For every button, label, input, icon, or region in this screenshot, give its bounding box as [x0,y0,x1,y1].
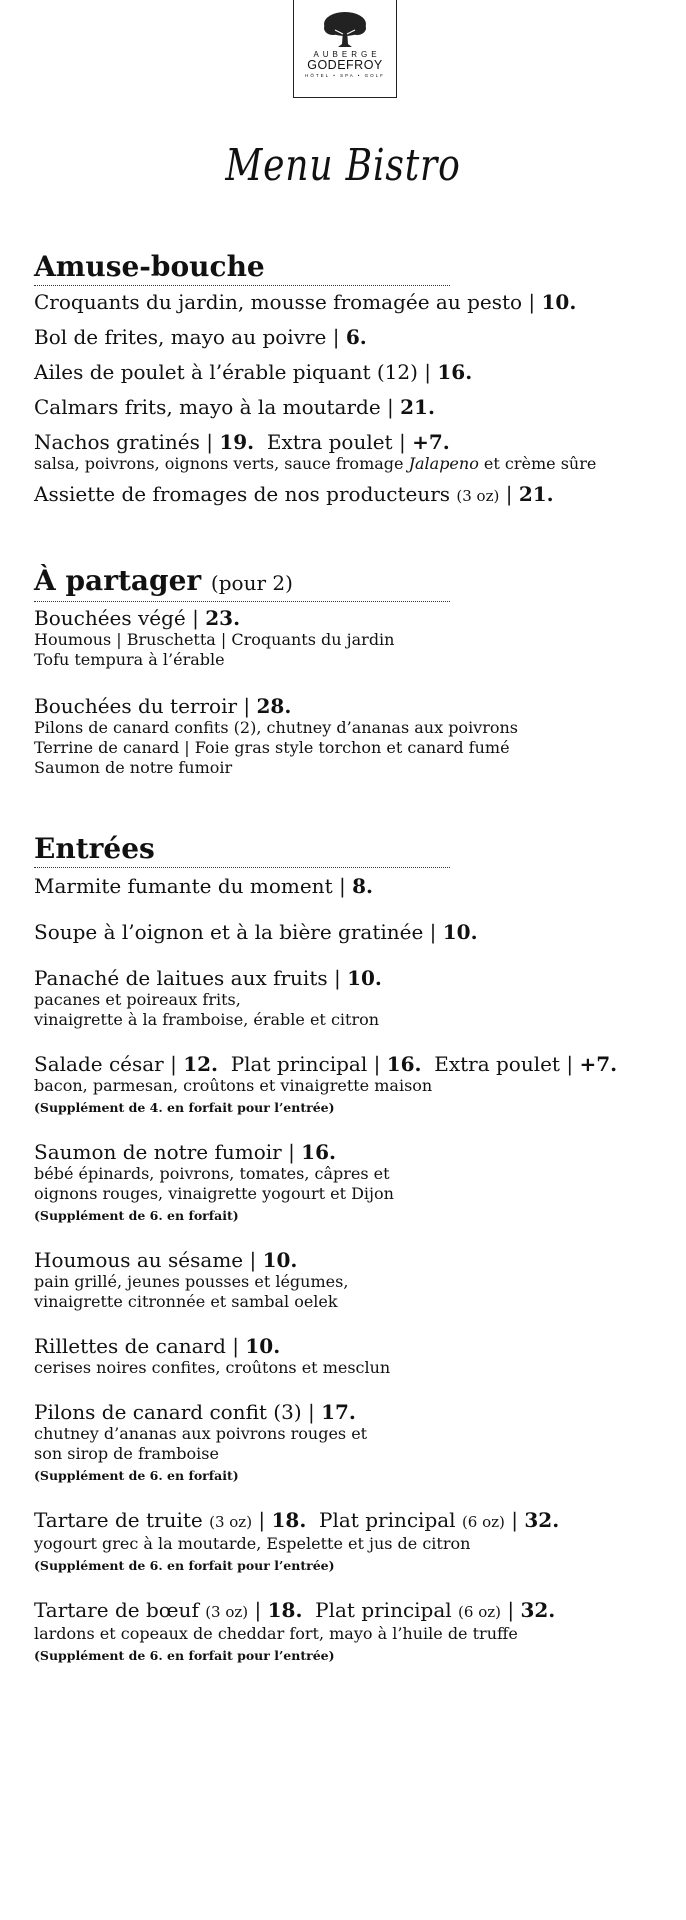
menu-item: Assiette de fromages de nos producteurs (3 oz) | 21. [34,482,554,506]
menu-item: Calmars frits, mayo à la moutarde | 21. [34,395,435,419]
section-heading-partager: À partager (pour 2) [34,564,293,597]
menu-item: Nachos gratinés | 19. Extra poulet | +7. salsa, poivrons, oignons verts, sauce fromage Jalapeno et crème sûre [34,430,664,474]
logo-line1: AUBERGE [313,50,381,59]
menu-item: Soupe à l’oignon et à la bière gratinée | 10. [34,920,478,944]
item-note: (Supplément de 4. en forfait pour l’entrée) [34,1100,335,1115]
item-description: salsa, poivrons, oignons verts, sauce fromage Jalapeno et crème sûre [34,454,597,473]
menu-item: Panaché de laitues aux fruits | 10. pacanes et poireaux frits, vinaigrette à la framboise, érable et citron [34,966,664,1030]
menu-item: Saumon de notre fumoir | 16. bébé épinards, poivrons, tomates, câpres et oignons rouges, vinaigrette yogourt et Dijon (Supplément de 6. en forfait) [34,1140,664,1226]
dotted-divider [34,285,450,286]
item-description: Pilons de canard confits (2), chutney d’ananas aux poivrons [34,718,519,737]
item-note: (Supplément de 6. en forfait pour l’entrée) [34,1558,335,1573]
menu-item: Tartare de truite (3 oz) | 18. Plat principal (6 oz) | 32. yogourt grec à la moutarde, Espelette et jus de citron (Supplément de 6. en forfait pour l’entrée) [34,1508,664,1576]
item-description: pain grillé, jeunes pousses et légumes, [34,1272,349,1291]
item-description: yogourt grec à la moutarde, Espelette et jus de citron [34,1534,471,1553]
item-description: Saumon de notre fumoir [34,758,233,777]
menu-item: Bouchées du terroir | 28. Pilons de canard confits (2), chutney d’ananas aux poivrons Terrine de canard | Foie gras style torchon et canard fumé Saumon de notre fumoir [34,694,664,778]
menu-item: Rillettes de canard | 10. cerises noires confites, croûtons et mesclun [34,1334,664,1378]
menu-item: Bol de frites, mayo au poivre | 6. [34,325,367,349]
section-heading-amuse: Amuse-bouche [34,250,265,283]
menu-item: Ailes de poulet à l’érable piquant (12) | 16. [34,360,473,384]
page-title: Menu Bistro [225,140,461,191]
menu-item: Croquants du jardin, mousse fromagée au pesto | 10. [34,290,577,314]
item-description: vinaigrette à la framboise, érable et citron [34,1010,380,1029]
item-description: bébé épinards, poivrons, tomates, câpres et [34,1164,390,1183]
item-description: oignons rouges, vinaigrette yogourt et Dijon [34,1184,394,1203]
dotted-divider [34,867,450,868]
menu-item: Tartare de bœuf (3 oz) | 18. Plat principal (6 oz) | 32. lardons et copeaux de cheddar fort, mayo à l’huile de truffe (Supplément de 6. en forfait pour l’entrée) [34,1598,664,1666]
section-heading-entrees: Entrées [34,832,155,865]
logo-line3: HÔTEL • SPA • GOLF [305,73,385,78]
menu-item: Salade césar | 12. Plat principal | 16. Extra poulet | +7. bacon, parmesan, croûtons et vinaigrette maison (Supplément de 4. en forfait pour l’entrée) [34,1052,664,1118]
tree-icon [321,10,369,48]
menu-item: Marmite fumante du moment | 8. [34,874,373,898]
item-description: Terrine de canard | Foie gras style torchon et canard fumé [34,738,510,757]
item-note: (Supplément de 6. en forfait pour l’entrée) [34,1648,335,1663]
item-description: cerises noires confites, croûtons et mesclun [34,1358,391,1377]
item-description: bacon, parmesan, croûtons et vinaigrette maison [34,1076,433,1095]
dotted-divider [34,601,450,602]
item-description: son sirop de framboise [34,1444,219,1463]
logo [293,0,397,98]
menu-item: Bouchées végé | 23. Houmous | Bruschetta | Croquants du jardin Tofu tempura à l’érable [34,606,664,670]
item-description: pacanes et poireaux frits, [34,990,241,1009]
menu-content [34,250,664,1666]
item-note: (Supplément de 6. en forfait) [34,1208,239,1223]
menu-item: Pilons de canard confit (3) | 17. chutney d’ananas aux poivrons rouges et son sirop de framboise (Supplément de 6. en forfait) [34,1400,664,1486]
item-note: (Supplément de 6. en forfait) [34,1468,239,1483]
item-description: lardons et copeaux de cheddar fort, mayo à l’huile de truffe [34,1624,518,1643]
menu-item: Houmous au sésame | 10. pain grillé, jeunes pousses et légumes, vinaigrette citronnée et sambal oelek [34,1248,664,1312]
item-description: vinaigrette citronnée et sambal oelek [34,1292,338,1311]
item-description: Houmous | Bruschetta | Croquants du jardin [34,630,395,649]
item-description: chutney d’ananas aux poivrons rouges et [34,1424,368,1443]
item-description: Tofu tempura à l’érable [34,650,225,669]
logo-line2: GODEFROY [307,58,383,72]
